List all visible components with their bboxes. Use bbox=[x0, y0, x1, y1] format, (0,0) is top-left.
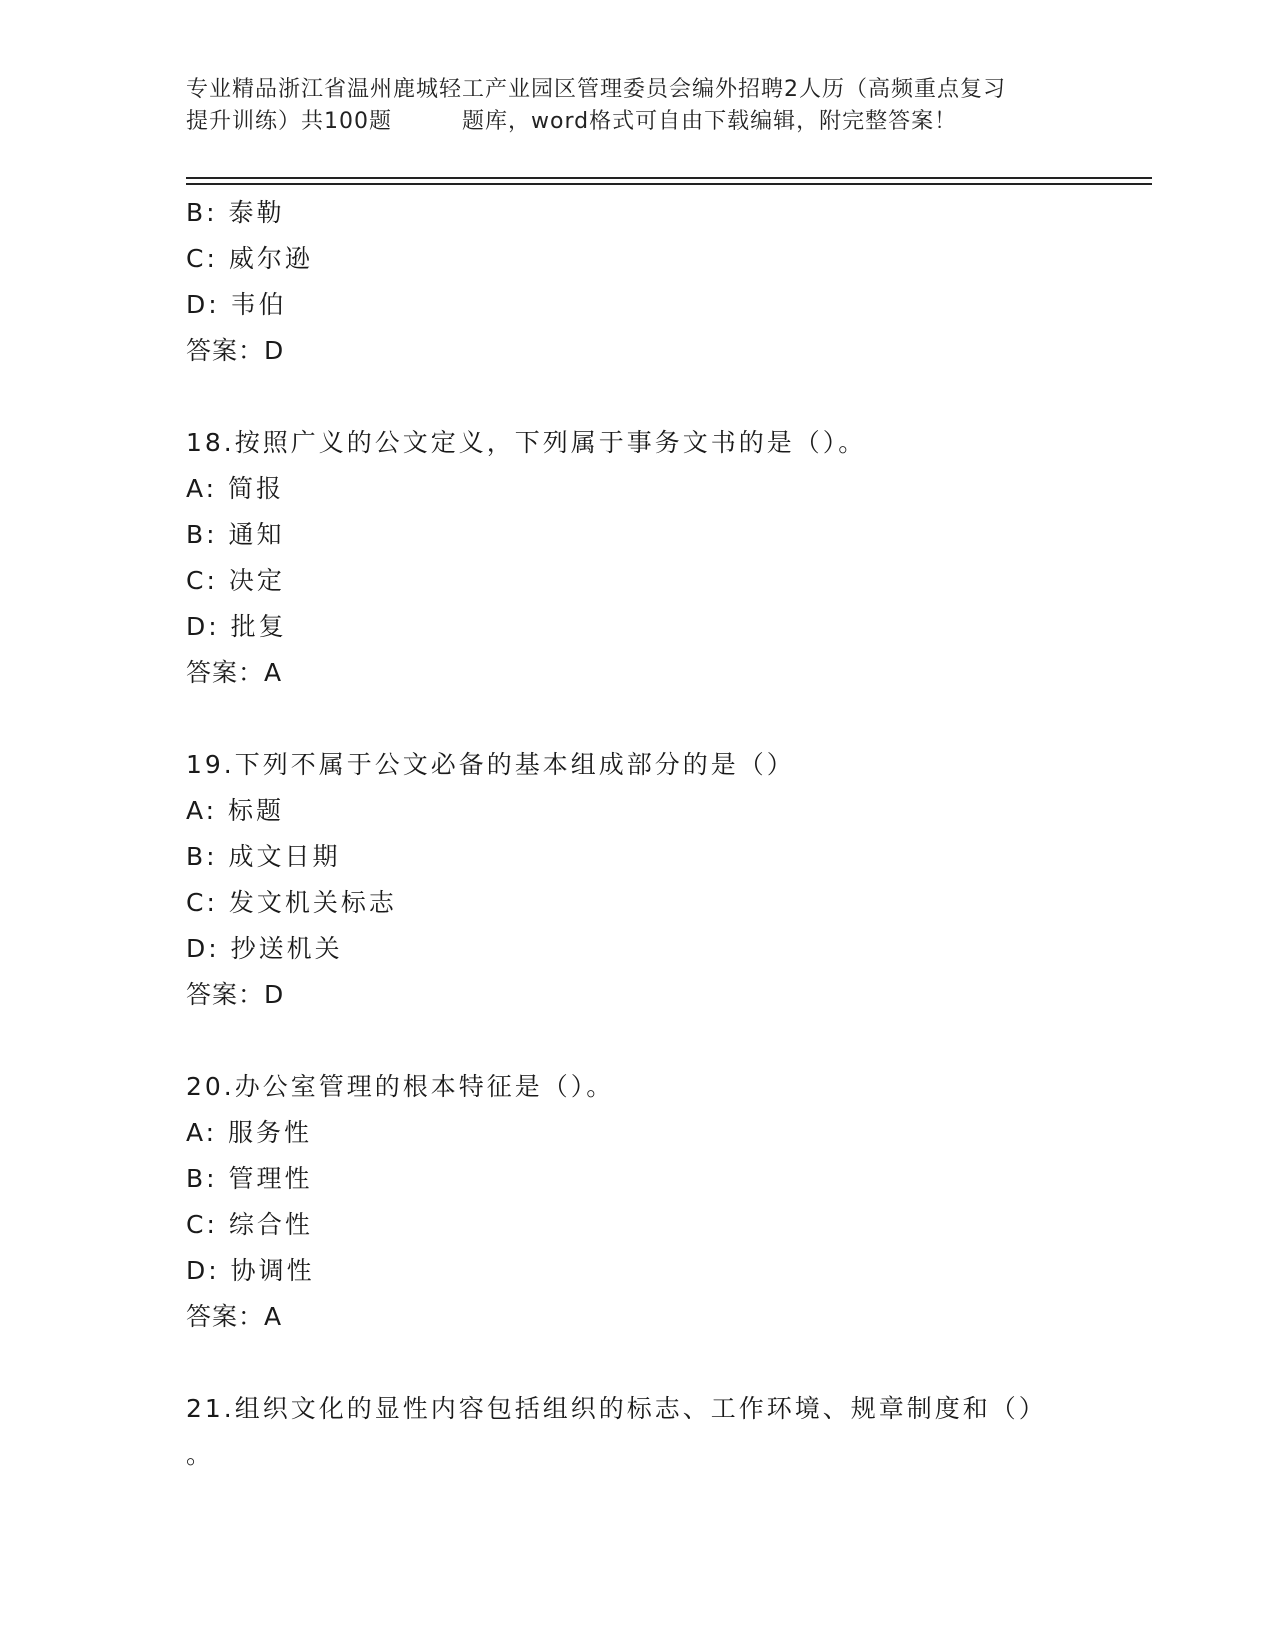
question-stem-continuation: 。 bbox=[186, 1440, 215, 1469]
option-b: B: 通知 bbox=[186, 520, 285, 549]
question-stem: 18.按照广义的公文定义，下列属于事务文书的是（）。 bbox=[186, 428, 867, 457]
option-c: C: 发文机关标志 bbox=[186, 888, 397, 917]
option-c: C: 威尔逊 bbox=[186, 244, 313, 273]
answer-line: 答案：A bbox=[186, 1302, 283, 1331]
option-d: D: 批复 bbox=[186, 612, 287, 641]
option-b: B: 泰勒 bbox=[186, 198, 285, 227]
header-rule-bottom bbox=[186, 183, 1152, 185]
header-rule-top bbox=[186, 177, 1152, 179]
option-a: A: 服务性 bbox=[186, 1118, 313, 1147]
question-stem: 20.办公室管理的根本特征是（）。 bbox=[186, 1072, 615, 1101]
option-c: C: 决定 bbox=[186, 566, 285, 595]
header-title-part-1: 提升训练）共100题 bbox=[186, 109, 392, 134]
answer-line: 答案：D bbox=[186, 336, 285, 365]
header-title-part-2: 题库，word格式可自由下载编辑，附完整答案！ bbox=[462, 109, 958, 134]
answer-line: 答案：A bbox=[186, 658, 283, 687]
header-title-line-2 bbox=[186, 106, 1086, 138]
question-content bbox=[186, 190, 1152, 1478]
option-d: D: 抄送机关 bbox=[186, 934, 343, 963]
option-a: A: 简报 bbox=[186, 474, 285, 503]
document-header bbox=[186, 74, 1086, 138]
question-stem: 19.下列不属于公文必备的基本组成部分的是（） bbox=[186, 750, 795, 779]
option-d: D: 协调性 bbox=[186, 1256, 315, 1285]
option-b: B: 管理性 bbox=[186, 1164, 313, 1193]
question-stem: 21.组织文化的显性内容包括组织的标志、工作环境、规章制度和（） bbox=[186, 1394, 1047, 1423]
option-d: D: 韦伯 bbox=[186, 290, 287, 319]
option-c: C: 综合性 bbox=[186, 1210, 313, 1239]
header-title-line-1: 专业精品浙江省温州鹿城轻工产业园区管理委员会编外招聘2人历（高频重点复习 bbox=[186, 77, 1006, 102]
option-a: A: 标题 bbox=[186, 796, 285, 825]
answer-line: 答案：D bbox=[186, 980, 285, 1009]
option-b: B: 成文日期 bbox=[186, 842, 341, 871]
